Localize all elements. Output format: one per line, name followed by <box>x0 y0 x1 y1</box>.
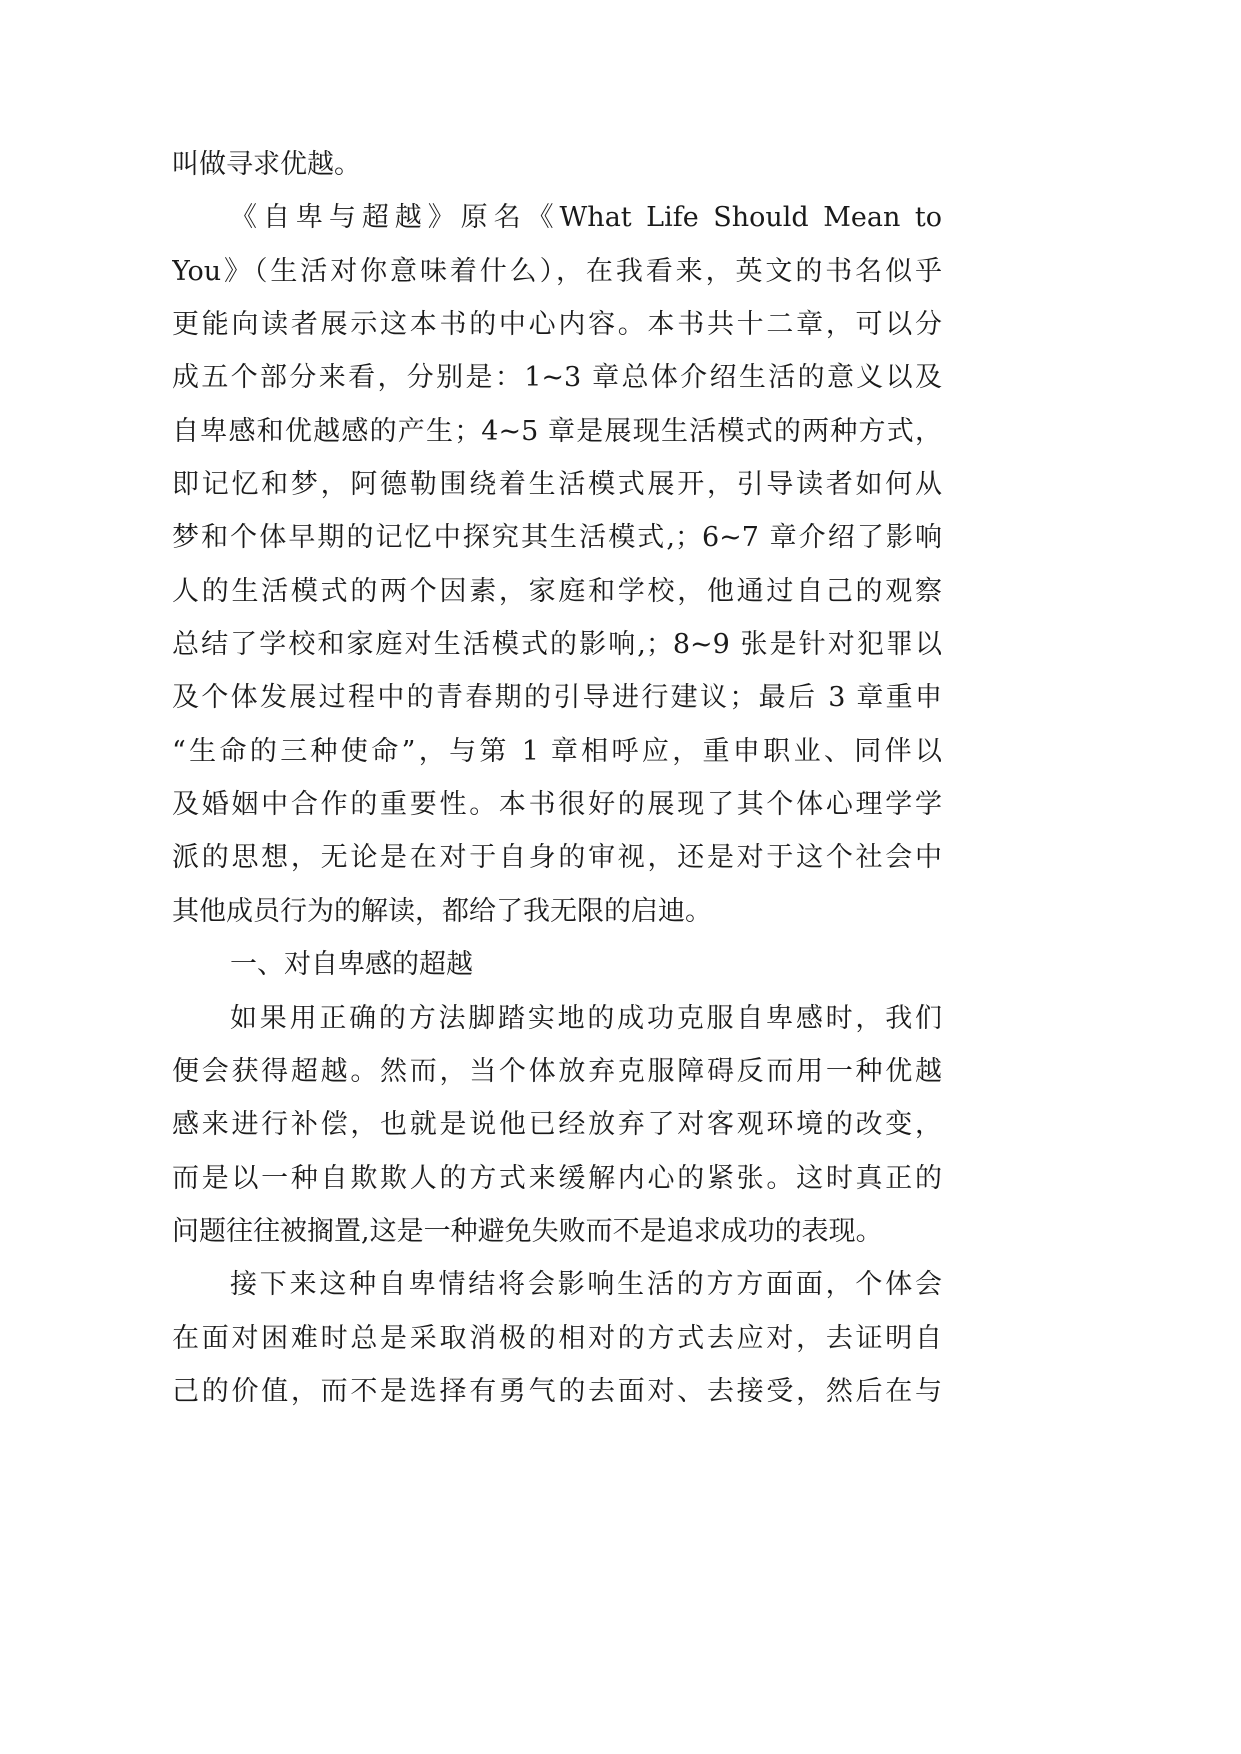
body-line: 其他成员行为的解读，都给了我无限的启迪。 <box>172 895 712 927</box>
body-line: 及个体发展过程中的青春期的引导进行建议；最后 3 章重申 <box>172 682 942 714</box>
body-line: 总结了学校和家庭对生活模式的影响,；8~9 张是针对犯罪以 <box>172 629 942 661</box>
body-line: You》（生活对你意味着什么），在我看来，英文的书名似乎 <box>172 255 942 287</box>
body-line: 成五个部分来看，分别是：1~3 章总体介绍生活的意义以及 <box>172 362 942 394</box>
body-line: “生命的三种使命”，与第 1 章相呼应，重申职业、同伴以 <box>172 735 942 767</box>
body-line: 己的价值，而不是选择有勇气的去面对、去接受，然后在与 <box>172 1375 942 1407</box>
body-line: 在面对困难时总是采取消极的相对的方式去应对，去证明自 <box>172 1322 942 1354</box>
body-line: 问题往往被搁置,这是一种避免失败而不是追求成功的表现。 <box>172 1215 883 1247</box>
body-line: 派的思想，无论是在对于自身的审视，还是对于这个社会中 <box>172 842 942 874</box>
body-line: 而是以一种自欺欺人的方式来缓解内心的紧张。这时真正的 <box>172 1162 942 1194</box>
body-line: 人的生活模式的两个因素，家庭和学校，他通过自己的观察 <box>172 575 942 607</box>
body-line: 感来进行补偿，也就是说他已经放弃了对客观环境的改变， <box>172 1109 942 1141</box>
body-line: 及婚姻中合作的重要性。本书很好的展现了其个体心理学学 <box>172 789 942 821</box>
paragraph-first-line: 接下来这种自卑情结将会影响生活的方方面面，个体会 <box>230 1269 942 1301</box>
body-line: 更能向读者展示这本书的中心内容。本书共十二章，可以分 <box>172 309 942 341</box>
body-text <box>172 138 942 1418</box>
body-line: 自卑感和优越感的产生；4~5 章是展现生活模式的两种方式， <box>172 415 942 447</box>
body-line: 便会获得超越。然而，当个体放弃克服障碍反而用一种优越 <box>172 1055 942 1087</box>
body-line: 叫做寻求优越。 <box>172 149 361 180</box>
section-heading: 一、对自卑感的超越 <box>230 949 473 981</box>
paragraph-first-line: 《自卑与超越》原名《What Life Should Mean to <box>230 202 942 234</box>
paragraph-first-line: 如果用正确的方法脚踏实地的成功克服自卑感时，我们 <box>230 1002 942 1034</box>
body-line: 梦和个体早期的记忆中探究其生活模式,；6~7 章介绍了影响 <box>172 522 942 554</box>
body-line: 即记忆和梦，阿德勒围绕着生活模式展开，引导读者如何从 <box>172 469 942 501</box>
